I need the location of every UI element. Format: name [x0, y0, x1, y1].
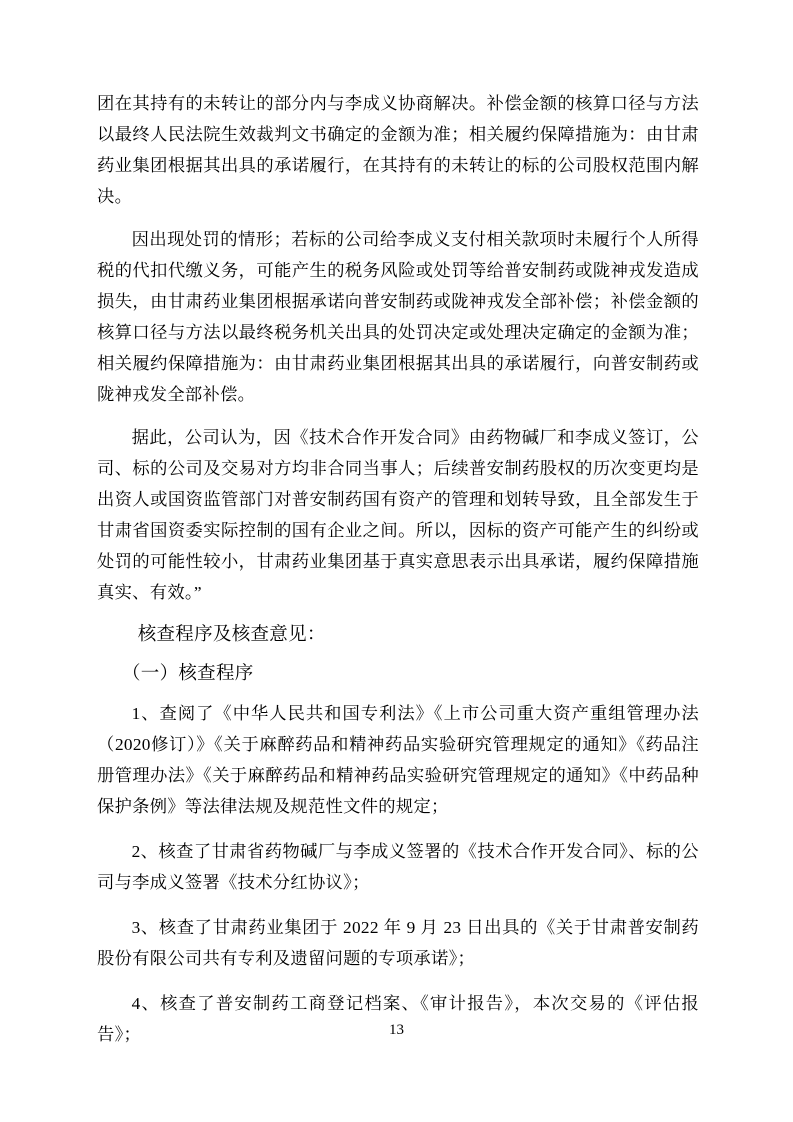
page-number: 13: [389, 1022, 404, 1038]
document-body: [97, 88, 699, 1064]
procedure-item-1: 1、查阅了《中华人民共和国专利法》《上市公司重大资产重组管理办法（2020修订）》《关于麻醉药品和精神药品实验研究管理规定的通知》《药品注册管理办法》《关于麻醉药品和精神药品实验研究管理规定的通知》《中药品种保护条例》等法律法规及规范性文件的规定；: [97, 704, 699, 816]
quoted-paragraph-tax-compensation: 因出现处罚的情形；若标的公司给李成义支付相关款项时未履行个人所得税的代扣代缴义务，可能产生的税务风险或处罚等给普安制药或陇神戎发造成损失，由甘肃药业集团根据承诺向普安制药或陇神戎发全部补偿；补偿金额的核算口径与方法以最终税务机关出具的处罚决定或处理决定确定的金额为准；相关履约保障措施为：由甘肃药业集团根据其出具的承诺履行，向普安制药或陇神戎发全部补偿。: [97, 230, 699, 404]
procedure-item-4: 4、核查了普安制药工商登记档案、《审计报告》，本次交易的《评估报告》；: [97, 994, 699, 1044]
quoted-paragraph-conclusion: 据此，公司认为，因《技术合作开发合同》由药物碱厂和李成义签订，公司、标的公司及交易对方均非合同当事人；后续普安制药股权的历次变更均是出资人或国资监管部门对普安制药国有资产的管理和划转导致，且全部发生于甘肃省国资委实际控制的国有企业之间。所以，因标的资产可能产生的纠纷或处罚的可能性较小，甘肃药业集团基于真实意思表示出具承诺，履约保障措施真实、有效。”: [97, 428, 699, 602]
procedure-item-2: 2、核查了甘肃省药物碱厂与李成义签署的《技术合作开发合同》、标的公司与李成义签署《技术分红协议》；: [97, 842, 699, 892]
procedure-item-3: 3、核查了甘肃药业集团于 2022 年 9 月 23 日出具的《关于甘肃普安制药股份有限公司共有专利及遗留问题的专项承诺》；: [97, 918, 699, 968]
quoted-paragraph-continuation: 团在其持有的未转让的部分内与李成义协商解决。补偿金额的核算口径与方法以最终人民法院生效裁判文书确定的金额为准；相关履约保障措施为：由甘肃药业集团根据其出具的承诺履行，在其持有的未转让的标的公司股权范围内解决。: [97, 94, 699, 206]
section-heading-verification: 核查程序及核查意见：: [137, 625, 326, 645]
subsection-heading-procedure: （一）核查程序: [121, 664, 254, 684]
